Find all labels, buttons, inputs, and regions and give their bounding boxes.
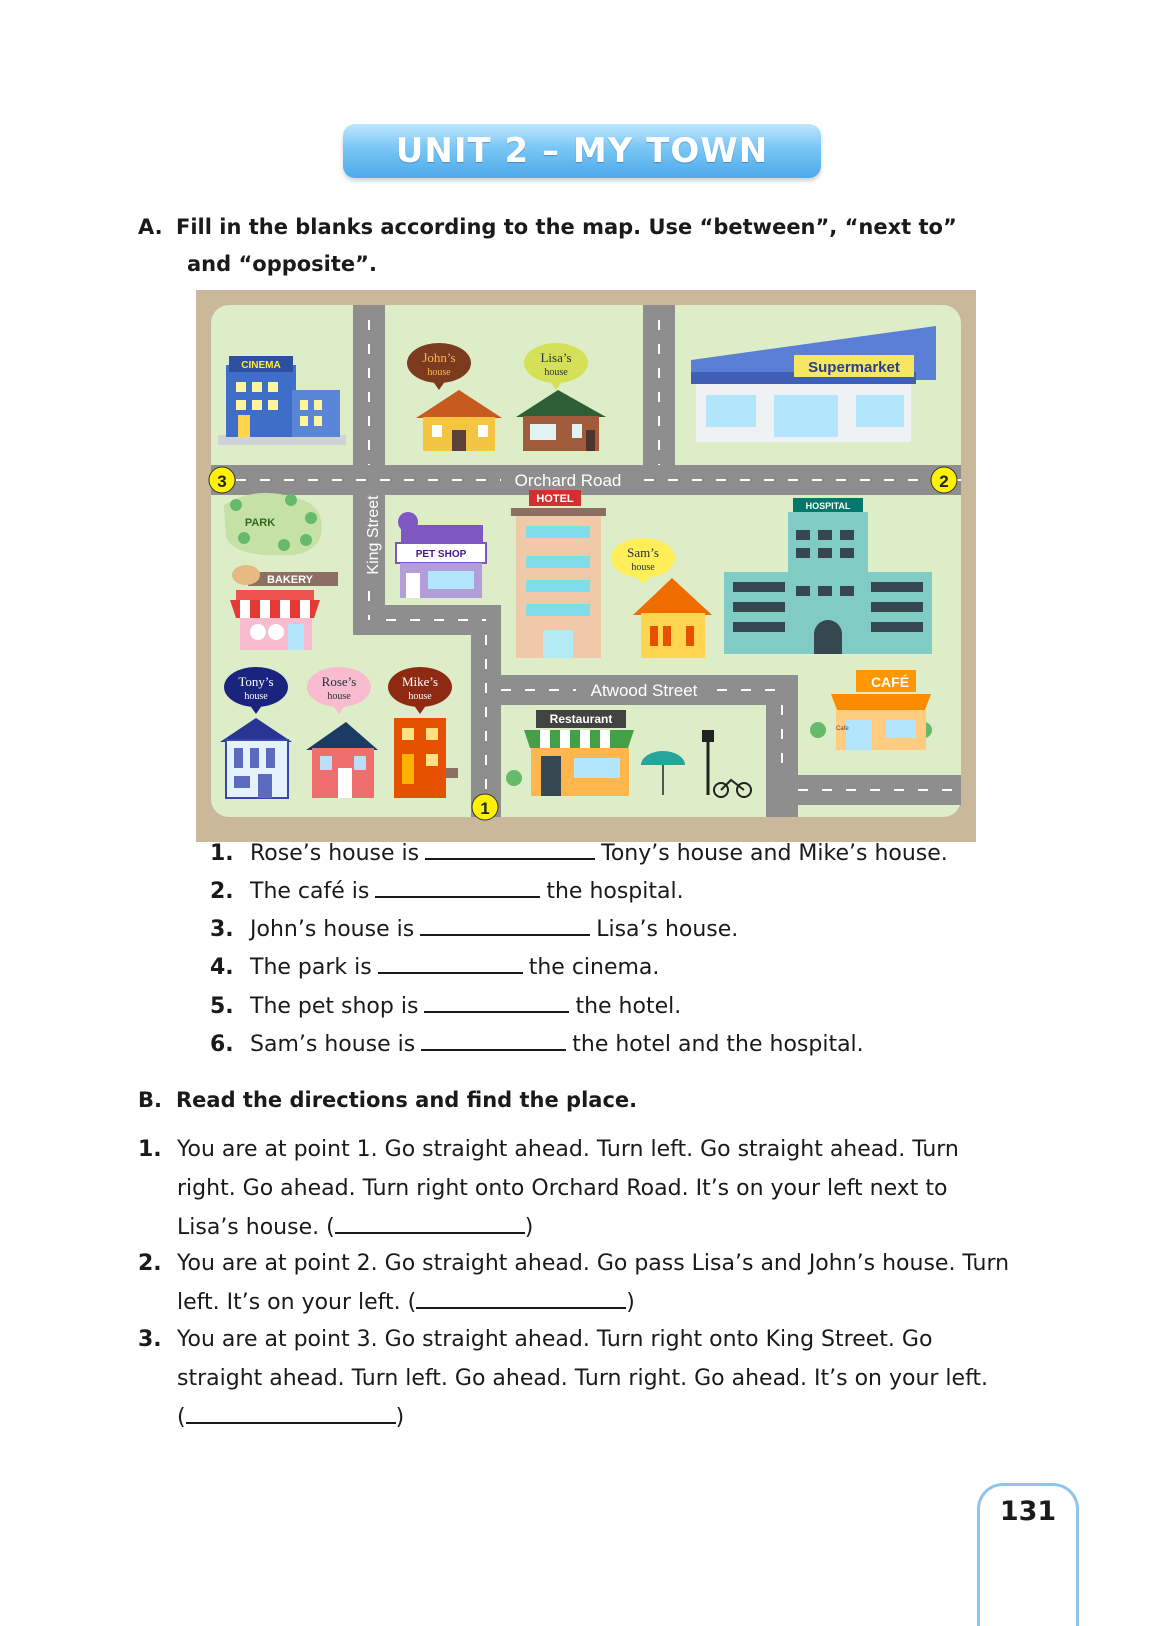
svg-text:Mike’s: Mike’s	[401, 674, 439, 689]
town-map	[196, 290, 976, 842]
question-b-2: 2. You are at point 2. Go straight ahead. Go pass Lisa’s and John’s house. Turn left. It’s on your left. ( )	[138, 1251, 1010, 1315]
svg-text:BAKERY: BAKERY	[266, 574, 314, 586]
page-number-tab	[977, 1483, 1079, 1626]
answer-blank-a1[interactable]	[425, 838, 595, 860]
park-area	[224, 493, 322, 555]
unit-title: UNIT 2 – MY TOWN	[343, 124, 821, 178]
svg-text:3: 3	[217, 472, 227, 491]
svg-text:CINEMA: CINEMA	[241, 360, 281, 371]
answer-blank-a3[interactable]	[420, 914, 590, 936]
point-3-marker	[209, 467, 235, 493]
svg-text:PET SHOP: PET SHOP	[415, 549, 467, 560]
svg-text:HOTEL: HOTEL	[536, 493, 574, 505]
svg-text:house: house	[327, 691, 351, 702]
question-a-4: 4. The park is the cinema.	[210, 952, 659, 983]
question-a-3: 3. John’s house is Lisa’s house.	[210, 914, 738, 945]
svg-text:Restaurant: Restaurant	[549, 712, 613, 726]
svg-text:Lisa’s: Lisa’s	[540, 350, 572, 365]
answer-blank-a2[interactable]	[375, 876, 540, 898]
section-a-label: A.	[138, 215, 163, 239]
restaurant-building	[524, 710, 634, 796]
answer-blank-a4[interactable]	[378, 952, 523, 974]
question-a-2: 2. The café is the hospital.	[210, 876, 684, 907]
section-a-heading	[138, 207, 957, 247]
svg-text:house: house	[427, 367, 451, 378]
point-1-marker	[472, 794, 498, 820]
orchard-road-label: Orchard Road	[514, 471, 622, 490]
svg-text:Cafe: Cafe	[836, 726, 849, 732]
svg-text:Sam’s: Sam’s	[627, 545, 659, 560]
page-number: 131	[999, 1496, 1057, 1527]
section-b-instruction: Read the directions and find the place.	[176, 1088, 638, 1112]
svg-text:HOSPITAL: HOSPITAL	[805, 501, 851, 511]
svg-text:house: house	[408, 691, 432, 702]
svg-text:John’s: John’s	[422, 350, 456, 365]
svg-text:CAFÉ: CAFÉ	[870, 674, 910, 690]
svg-text:house: house	[544, 367, 568, 378]
svg-text:Supermarket: Supermarket	[808, 359, 900, 376]
svg-text:Tony’s: Tony’s	[238, 674, 274, 689]
svg-text:house: house	[244, 691, 268, 702]
svg-text:PARK: PARK	[244, 517, 276, 529]
section-b-label: B.	[138, 1088, 162, 1112]
section-a-instruction-1: Fill in the blanks according to the map. Use “between”, “next to”	[176, 215, 957, 239]
svg-text:2: 2	[939, 472, 949, 491]
question-b-3: 3. You are at point 3. Go straight ahead. Turn right onto King Street. Go straight ahead. Turn left. Go ahead. Turn right. Go ahead. It’s on your left. ( )	[138, 1327, 989, 1430]
question-a-6: 6. Sam’s house is the hotel and the hospital.	[210, 1029, 864, 1060]
svg-text:house: house	[631, 562, 655, 573]
section-b-heading	[138, 1080, 637, 1120]
answer-blank-a5[interactable]	[424, 991, 569, 1013]
atwood-street-label: Atwood Street	[590, 681, 698, 700]
answer-blank-b2[interactable]	[416, 1287, 626, 1309]
king-street-label: King Street	[365, 495, 382, 575]
svg-text:1: 1	[480, 799, 490, 818]
hotel-building	[511, 490, 606, 658]
answer-blank-b1[interactable]	[335, 1212, 525, 1234]
answer-blank-b3[interactable]	[186, 1402, 396, 1424]
question-b-1: 1. You are at point 1. Go straight ahead. Turn left. Go straight ahead. Turn right. Go ahead. Turn right onto Orchard Road. It’s on your left next to Lisa’s house. ( )	[138, 1137, 959, 1240]
svg-text:Rose’s: Rose’s	[321, 674, 357, 689]
point-2-marker	[931, 467, 957, 493]
answer-blank-a6[interactable]	[421, 1029, 566, 1051]
question-a-1: 1. Rose’s house is Tony’s house and Mike’s house.	[210, 838, 948, 869]
question-a-5: 5. The pet shop is the hotel.	[210, 991, 681, 1022]
section-a-instruction-2: and “opposite”.	[187, 252, 377, 276]
